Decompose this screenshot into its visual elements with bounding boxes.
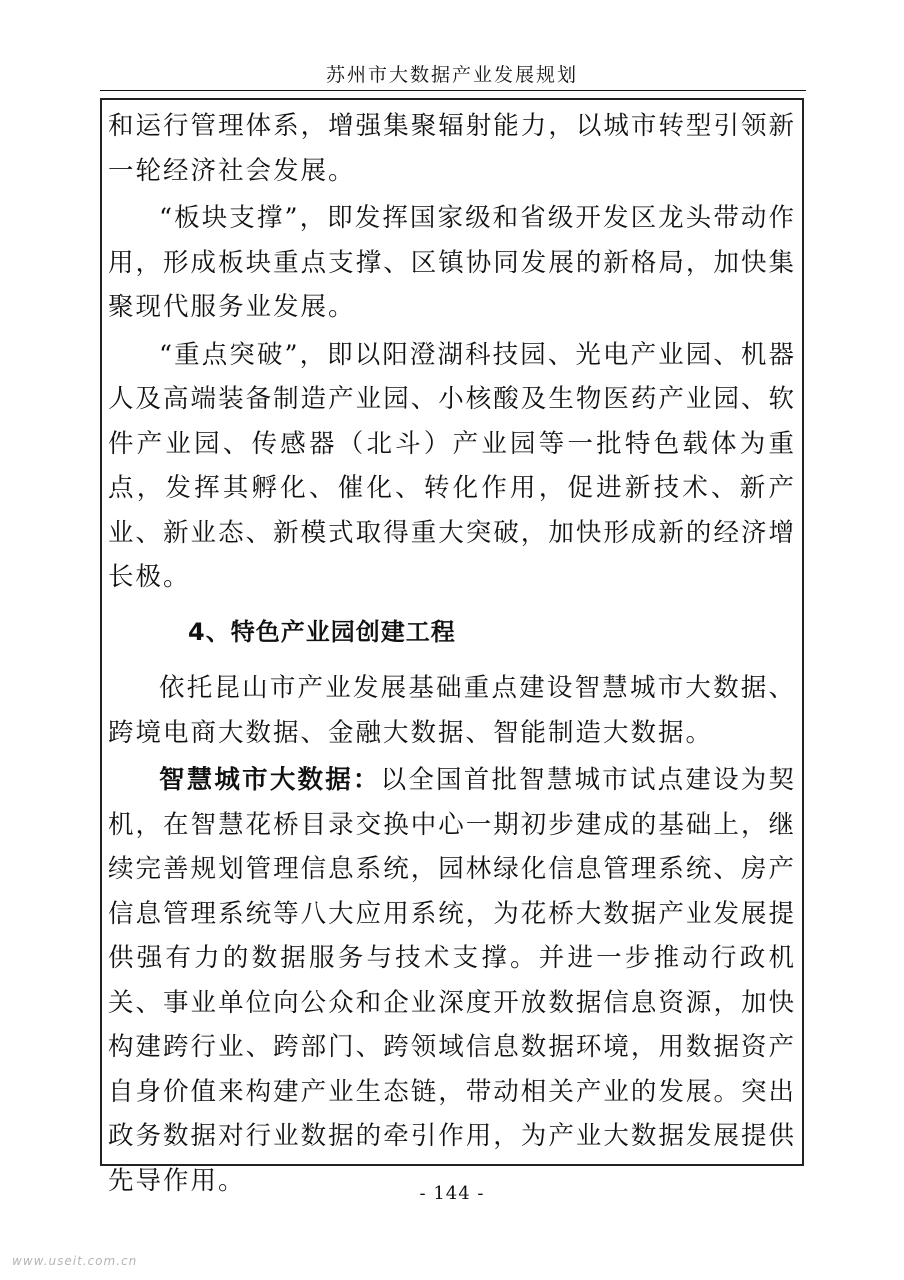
page-header-title: 苏州市大数据产业发展规划 bbox=[325, 64, 578, 86]
document-body bbox=[108, 104, 796, 1203]
header-divider bbox=[100, 90, 806, 91]
paragraph-key-breakthrough: “重点突破”，即以阳澄湖科技园、光电产业园、机器人及高端装备制造产业园、小核酸及生物医药产业园、软件产业园、传感器（北斗）产业园等一批特色载体为重点，发挥其孵化、催化、转化作用，促进新技术、新产业、新业态、新模式取得重大突破，加快形成新的经济增长极。 bbox=[108, 339, 796, 592]
watermark: www.useit.com.cn bbox=[12, 1254, 138, 1268]
smart-city-lead: 智慧城市大数据： bbox=[159, 765, 381, 795]
paragraph-kunshan: 依托昆山市产业发展基础重点建设智慧城市大数据、跨境电商大数据、金融大数据、智能制造大数据。 bbox=[108, 673, 796, 748]
smart-city-body: 以全国首批智慧城市试点建设为契机，在智慧花桥目录交换中心一期初步建成的基础上，继续完善规划管理信息系统，园林绿化信息管理系统、房产信息管理系统等八大应用系统，为花桥大数据产业发展提供强有力的数据服务与技术支撑。并进一步推动行政机关、事业单位向公众和企业深度开放数据信息资源，加快构建跨行业、跨部门、跨领域信息数据环境，用数据资产自身价值来构建产业生态链，带动相关产业的发展。突出政务数据对行业数据的牵引作用，为产业大数据发展提供先导作用。 bbox=[108, 765, 796, 1196]
paragraph-block-support: “板块支撑”，即发挥国家级和省级开发区龙头带动作用，形成板块重点支撑、区镇协同发展的新格局，加快集聚现代服务业发展。 bbox=[108, 203, 796, 322]
section-heading: 4、特色产业园创建工程 bbox=[188, 617, 456, 646]
paragraph-smart-city bbox=[108, 758, 796, 1203]
paragraph-1: 和运行管理体系，增强集聚辐射能力，以城市转型引领新一轮经济社会发展。 bbox=[108, 111, 796, 186]
page-number: - 144 - bbox=[419, 1183, 485, 1204]
